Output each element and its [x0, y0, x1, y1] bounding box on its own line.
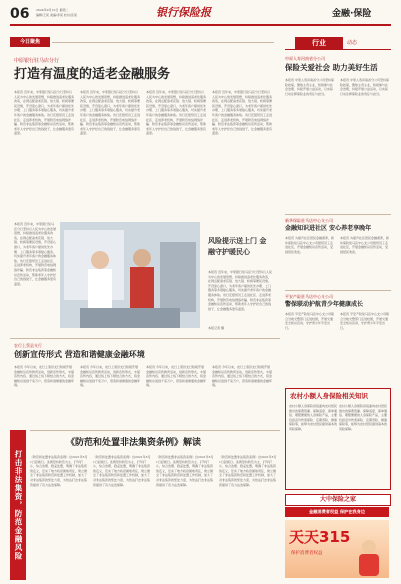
bottom-body-3: 《防范和处置非法集资条例》自2021年5月1日起施行。条例坚持防范为主、打早打小，综合治理、稳妥处置，明确了非法集资的定义，压实了地方政府属地责任，建立健全了非法集资防范和处置工作机制，加大了对非法集资的惩处力度，为依法打击非法集资提供了有力法治保障。	[156, 455, 214, 487]
industry-sub: 动态	[347, 40, 358, 46]
main-kicker: 中原银行驻马店分行	[14, 58, 60, 64]
today-focus-tag	[10, 37, 50, 47]
ad-banner	[285, 494, 389, 580]
photo-caption: 风险提示送上门 金融守护暖民心	[208, 237, 267, 256]
main-body-col1: 本报讯 近年来，中原银行驻马店分行坚持以人民为中心的发展思想，持续推进适老化服务改造，在网点配备老花镜、放大镜、轮椅等便民设施，开设爱心窗口，为老年客户提供优先办理、上门服务等多项贴心服务，切实提升老年客户的金融服务体验。该行还组织员工走进社区、走进养老机构，开展防范电信网络诈骗、防范非法集资等金融知识宣传活动，帮助老年人守护好自己的钱袋子，让金融服务更有温度。	[14, 90, 74, 136]
bottom-body-1: 《防范和处置非法集资条例》自2021年5月1日起施行。条例坚持防范为主、打早打小，综合治理、稳妥处置，明确了非法集资的定义，压实了地方政府属地责任，建立健全了非法集资防范和处置工作机制，加大了对非法集资的惩处力度，为依法打击非法集资提供了有力法治保障。	[30, 455, 88, 487]
mid-kicker: 农行上蔡县支行	[14, 343, 42, 348]
main-headline: 打造有温度的适老金融服务	[14, 67, 171, 82]
bottom-body-2: 《防范和处置非法集资条例》自2021年5月1日起施行。条例坚持防范为主、打早打小，综合治理、稳妥处置，明确了非法集资的定义，压实了地方政府属地责任，建立健全了非法集资防范和处置工作机制，加大了对非法集资的惩处力度，为依法打击非法集资提供了有力法治保障。	[93, 455, 151, 487]
box-body-a: 农村小额人身保险是指面向农村居民推出的保费低廉、保障适度、保单通俗、理赔便捷的人身保险产品，主要包括意外伤害保险、定期寿险、健康保险等，能够为农村居民提供基本的风险保障。	[289, 404, 337, 431]
mid-body-1: 本报讯 今年以来，农行上蔡县支行积极开展金融知识宣传教育活动，创新宣传形式，丰富宣传内容，通过线上线下相结合的方式，将金融知识送到千家万户，营造和谐健康的金融环境。	[14, 365, 74, 388]
bottom-headline: 《防范和处置非法集资条例》解读	[66, 438, 202, 448]
photo-illustration	[60, 222, 200, 328]
right-3-body-b: 本报讯 平安产险驻马店中心支公司联合当地交警部门走进校园，开展交通安全知识宣讲，守护青少年平安出行。	[340, 312, 389, 330]
mid-body-3: 本报讯 今年以来，农行上蔡县支行积极开展金融知识宣传教育活动，创新宣传形式，丰富宣传内容，通过线上线下相结合的方式，将金融知识送到千家万户，营造和谐健康的金融环境。	[146, 365, 206, 388]
main-body-col3: 本报讯 近年来，中原银行驻马店分行坚持以人民为中心的发展思想，持续推进适老化服务改造，在网点配备老花镜、放大镜、轮椅等便民设施，开设爱心窗口，为老年客户提供优先办理、上门服务等多项贴心服务，切实提升老年客户的金融服务体验。该行还组织员工走进社区、走进养老机构，开展防范电信网络诈骗、防范非法集资等金融知识宣传活动，帮助老年人守护好自己的钱袋子，让金融服务更有温度。	[146, 90, 206, 136]
right-2-headline: 金融知识进社区 安心养老享晚年	[285, 225, 372, 232]
paper-name: 银行保险报	[156, 6, 211, 19]
ad-sub-text: 保护消费者权益	[291, 551, 323, 556]
right-article-1	[285, 56, 391, 212]
industry-label: 行业	[312, 39, 326, 47]
photo-credit: 本报记者 摄	[208, 326, 224, 330]
tag-rule	[52, 42, 274, 43]
ad-title-bar	[285, 494, 391, 506]
editor-line: 编辑/王某 美编/李某 校对/张某	[36, 13, 77, 17]
ad-figure-icon	[353, 538, 385, 576]
ad-big-text: 天天315	[289, 528, 351, 546]
right-3-headline: 警保联动护航青少年健康成长	[285, 301, 364, 308]
section-title: 金融·保险	[332, 9, 372, 19]
right-2-body-b: 本报讯 为提升社区居民金融素养，新华保险驻马店中心支公司组织员工走进社区，开展金融知识宣传活动，受到居民欢迎。	[340, 236, 389, 254]
right-1-body-a: 本报讯 中原人寿河南省分公司坚持保险姓保，聚焦主责主业，积极参与社会治理，持续开展公益活动，以实际行动诠释保险业的责任与担当。	[285, 78, 334, 96]
main-article	[14, 58, 276, 333]
industry-label-box	[295, 37, 343, 49]
masthead	[10, 6, 391, 24]
today-focus-label: 今日聚焦	[19, 39, 40, 45]
right-1-body-b: 本报讯 中原人寿河南省分公司坚持保险姓保，聚焦主责主业，积极参与社会治理，持续开展公益活动，以实际行动诠释保险业的责任与担当。	[340, 78, 389, 96]
right-article-3	[285, 294, 391, 384]
bottom-body-4: 《防范和处置非法集资条例》自2021年5月1日起施行。条例坚持防范为主、打早打小，综合治理、稳妥处置，明确了非法集资的定义，压实了地方政府属地责任，建立健全了非法集资防范和处置工作机制，加大了对非法集资的惩处力度，为依法打击非法集资提供了有力法治保障。	[219, 455, 277, 487]
main-body-col4: 本报讯 近年来，中原银行驻马店分行坚持以人民为中心的发展思想，持续推进适老化服务改造，在网点配备老花镜、放大镜、轮椅等便民设施，开设爱心窗口，为老年客户提供优先办理、上门服务等多项贴心服务，切实提升老年客户的金融服务体验。该行还组织员工走进社区、走进养老机构，开展防范电信网络诈骗、防范非法集资等金融知识宣传活动，帮助老年人守护好自己的钱袋子，让金融服务更有温度。	[212, 90, 272, 136]
right-3-kicker: 平安产险驻马店中心支公司	[285, 294, 333, 299]
main-body-col1b: 本报讯 近年来，中原银行驻马店分行坚持以人民为中心的发展思想，持续推进适老化服务改造，在网点配备老花镜、放大镜、轮椅等便民设施，开设爱心窗口，为老年客户提供优先办理、上门服务等多项贴心服务，切实提升老年客户的金融服务体验。该行还组织员工走进社区、走进养老机构，开展防范电信网络诈骗、防范非法集资等金融知识宣传活动，帮助老年人守护好自己的钱袋子，让金融服务更有温度。	[14, 222, 56, 286]
right-1-headline: 保险关爱社会 助力美好生活	[285, 63, 378, 72]
photo-caption-body: 本报讯 近年来，中原银行驻马店分行坚持以人民为中心的发展思想，持续推进适老化服务改造，在网点配备老花镜、放大镜、轮椅等便民设施，开设爱心窗口，为老年客户提供优先办理、上门服务等多项贴心服务，切实提升老年客户的金融服务体验。该行还组织员工走进社区、走进养老机构，开展防范电信网络诈骗、防范非法集资等金融知识宣传活动，帮助老年人守护好自己的钱袋子，让金融服务更有温度。	[208, 270, 272, 311]
left-vertical-banner	[10, 430, 26, 580]
right-2-body-a: 本报讯 为提升社区居民金融素养，新华保险驻马店中心支公司组织员工走进社区，开展金融知识宣传活动，受到居民欢迎。	[285, 236, 334, 254]
page-number: 06	[10, 6, 30, 22]
mid-headline: 创新宣传形式 营造和谐健康金融环境	[14, 350, 145, 359]
masthead-rule	[10, 24, 391, 26]
insurance-knowledge-box	[285, 388, 391, 490]
right-3-body-a: 本报讯 平安产险驻马店中心支公司联合当地交警部门走进校园，开展交通安全知识宣讲，守护青少年平安出行。	[285, 312, 334, 330]
ad-slogan-bar	[285, 507, 389, 517]
main-body-col2: 本报讯 近年来，中原银行驻马店分行坚持以人民为中心的发展思想，持续推进适老化服务改造，在网点配备老花镜、放大镜、轮椅等便民设施，开设爱心窗口，为老年客户提供优先办理、上门服务等多项贴心服务，切实提升老年客户的金融服务体验。该行还组织员工走进社区、走进养老机构，开展防范电信网络诈骗、防范非法集资等金融知识宣传活动，帮助老年人守护好自己的钱袋子，让金融服务更有温度。	[80, 90, 140, 136]
ad-poster	[285, 520, 389, 578]
mid-sep	[10, 338, 280, 339]
ad-slogan: 金融消费者权益 保护在我身边	[309, 509, 365, 514]
mid-body-2: 本报讯 今年以来，农行上蔡县支行积极开展金融知识宣传教育活动，创新宣传形式，丰富宣传内容，通过线上线下相结合的方式，将金融知识送到千家万户，营造和谐健康的金融环境。	[80, 365, 140, 388]
box-headline: 农村小额人身保险相关知识	[290, 392, 368, 400]
mid-article	[14, 343, 278, 425]
industry-header	[285, 37, 391, 50]
ad-title: 大中保险之家	[319, 496, 356, 503]
right-sep-2	[285, 290, 391, 291]
date-line: 2024年9月10日 星期二	[36, 8, 69, 12]
feature-photo	[60, 222, 200, 328]
right-sep-1	[285, 214, 391, 215]
right-article-2	[285, 218, 391, 288]
left-banner-text: 打击非法集资，防范金融风险	[14, 449, 23, 561]
mid-body-4: 本报讯 今年以来，农行上蔡县支行积极开展金融知识宣传教育活动，创新宣传形式，丰富宣传内容，通过线上线下相结合的方式，将金融知识送到千家万户，营造和谐健康的金融环境。	[212, 365, 272, 388]
right-2-kicker: 新华保险驻马店中心支公司	[285, 218, 333, 223]
right-1-kicker: 中原人寿河南省分公司	[285, 56, 325, 61]
bottom-article	[30, 430, 280, 581]
box-body-b: 农村小额人身保险是指面向农村居民推出的保费低廉、保障适度、保单通俗、理赔便捷的人身保险产品，主要包括意外伤害保险、定期寿险、健康保险等，能够为农村居民提供基本的风险保障。	[339, 404, 387, 431]
